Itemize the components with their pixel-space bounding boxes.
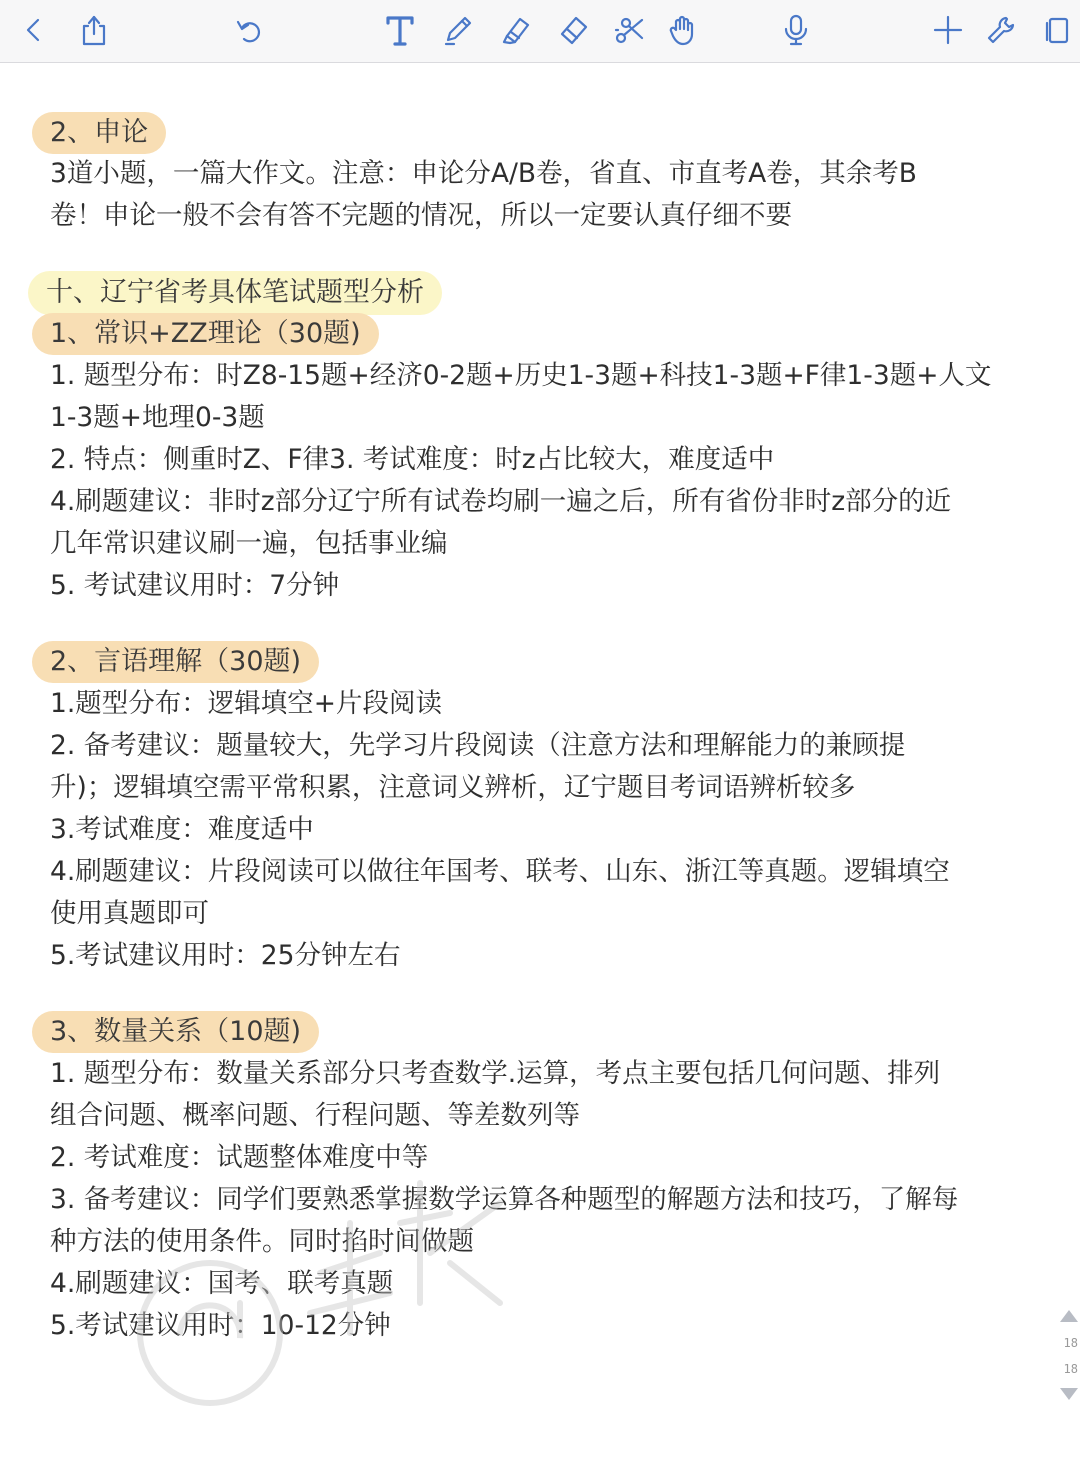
lasso-tool-icon[interactable] — [608, 8, 652, 52]
microphone-icon[interactable] — [774, 8, 818, 52]
text-line: 5.考试建议用时：10-12分钟 — [50, 1310, 391, 1341]
text-line: 4.刷题建议：国考、联考真题 — [50, 1268, 394, 1299]
pen-tool-icon[interactable] — [436, 8, 480, 52]
text-line: 2. 考试难度：试题整体难度中等 — [50, 1142, 429, 1173]
app-toolbar — [0, 0, 1080, 63]
scroll-page-number: 18 — [1063, 1362, 1078, 1376]
text-line: 种方法的使用条件。同时掐时间做题 — [50, 1226, 474, 1257]
text-line: 4.刷题建议：片段阅读可以做往年国考、联考、山东、浙江等真题。逻辑填空 — [50, 856, 950, 887]
subheading-quantitative: 3、数量关系（10题) — [32, 1011, 319, 1053]
note-page[interactable] — [0, 63, 1080, 1440]
text-line: 3道小题，一篇大作文。注意：申论分A/B卷，省直、市直考A卷，其余考B — [50, 158, 917, 189]
add-icon[interactable] — [926, 8, 970, 52]
eraser-tool-icon[interactable] — [552, 8, 596, 52]
text-line: 4.刷题建议：非时z部分辽宁所有试卷均刷一遍之后，所有省份非时z部分的近 — [50, 486, 952, 517]
page-scroll-indicator[interactable] — [1058, 1300, 1080, 1410]
highlighter-tool-icon[interactable] — [494, 8, 538, 52]
text-line: 1.题型分布：逻辑填空+片段阅读 — [50, 688, 442, 719]
undo-icon[interactable] — [226, 8, 270, 52]
share-icon[interactable] — [72, 8, 116, 52]
text-line: 2. 备考建议：题量较大，先学习片段阅读（注意方法和理解能力的兼顾提 — [50, 730, 906, 761]
text-line: 1. 题型分布：数量关系部分只考查数学.运算，考点主要包括几何问题、排列 — [50, 1058, 941, 1089]
text-line: 1-3题+地理0-3题 — [50, 402, 265, 433]
text-line: 5. 考试建议用时：7分钟 — [50, 570, 340, 601]
text-line: 2. 特点：侧重时Z、F律3. 考试难度：时z占比较大，难度适中 — [50, 444, 775, 475]
text-line: 卷！申论一般不会有答不完题的情况，所以一定要认真仔细不要 — [50, 200, 792, 231]
text-line: 使用真题即可 — [50, 898, 209, 929]
section-heading: 十、辽宁省考具体笔试题型分析 — [28, 271, 442, 315]
subheading-shenlun: 2、申论 — [32, 112, 166, 154]
text-line: 3.考试难度：难度适中 — [50, 814, 314, 845]
text-tool-icon[interactable] — [378, 8, 422, 52]
wrench-icon[interactable] — [980, 8, 1024, 52]
text-line: 组合问题、概率问题、行程问题、等差数列等 — [50, 1100, 580, 1131]
subheading-verbal: 2、言语理解（30题) — [32, 641, 319, 683]
text-line: 3. 备考建议：同学们要熟悉掌握数学运算各种题型的解题方法和技巧，了解每 — [50, 1184, 959, 1215]
text-line: 5.考试建议用时：25分钟左右 — [50, 940, 401, 971]
scroll-page-number: 18 — [1063, 1336, 1078, 1350]
text-line: 升)；逻辑填空需平常积累，注意词义辨析，辽宁题目考词语辨析较多 — [50, 772, 856, 803]
subheading-general-knowledge: 1、常识+ZZ理论（30题) — [32, 313, 379, 355]
back-chevron-icon[interactable] — [12, 8, 56, 52]
hand-touch-icon[interactable] — [662, 8, 706, 52]
text-line: 几年常识建议刷一遍，包括事业编 — [50, 528, 448, 559]
text-line: 1. 题型分布：时Z8-15题+经济0-2题+历史1-3题+科技1-3题+F律1-3题+人文 — [50, 360, 992, 391]
page-view-icon[interactable] — [1036, 8, 1080, 52]
